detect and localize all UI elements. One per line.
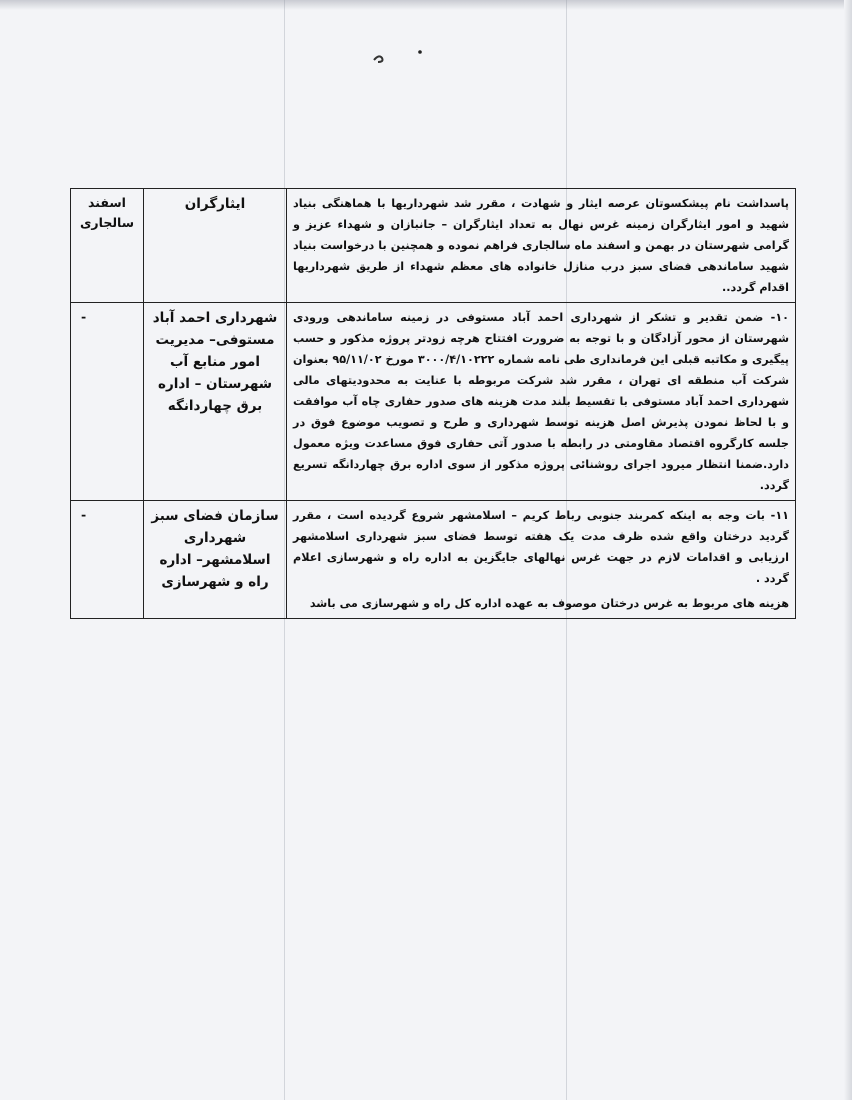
- row-description: پاسداشت نام پیشکسوتان عرصه ایثار و شهادت ، مقرر شد شهرداریها با هماهنگی بنیاد شهید و امور ایثارگران زمینه غرس نهال به تعداد ایثارگران – جانبازان و شهداء عزیز و گرامی شهرستان در بهمن و اسفند ماه سالجاری فراهم نموده و همچنین با درخواست بنیاد شهید ساماندهی فضای سبز درب منازل خانواده های معظم شهداء از طریق شهرداریها اقدام گردد..: [287, 189, 796, 303]
- row-description: ۱۱- بات وجه به اینکه کمربند جنوبی رباط کریم – اسلامشهر شروع گردیده است ، مقرر گردید درختان واقع شده ظرف مدت یک هفته توسط فضای سبز شهرداری اسلامشهر ارزیابی و اقدامات لازم در جهت غرس نهالهای جایگزین به اداره راه و شهرسازی اعلام گردد .: [293, 509, 789, 585]
- punch-mark-icon: [368, 48, 428, 68]
- scan-right-edge: [844, 0, 852, 1100]
- row-description: ۱۰- ضمن تقدیر و تشکر از شهرداری احمد آباد مستوفی در زمینه ساماندهی ورودی شهرستان از محور آزادگان و با توجه به ضرورت افتتاح هرچه زودتر پروژه مذکور و حسب پیگیری و مکاتبه قبلی این فرمانداری طی نامه شماره ۳۰۰۰/۴/۱۰۲۲۲ مورخ ۹۵/۱۱/۰۲ بعنوان شرکت آب منطقه ای تهران ، مقرر شد شرکت مربوطه با عنایت به محدودیتهای مالی شهرداری احمد آباد مستوفی با تقسیط بلند مدت هزینه های صدور حفاری چاه آب موافقت و با لحاظ نمودن پذیرش اصل هزینه توسط شهرداری و طرح و تصویب موضوع فوق در جلسه کارگروه اقتصاد مقاومتی در رابطه با صدور آتی حفاری فوق مساعدت ویژه معمول دارد.ضمنا انتظار میرود اجرای روشنائی پروژه مذکور از سوی اداره برق چهاردانگه تسریع گردد.: [287, 303, 796, 501]
- row-deadline: -: [71, 501, 144, 619]
- row-responsible: سازمان فضای سبز شهرداری اسلامشهر– اداره راه و شهرسازی: [144, 501, 287, 619]
- row-description-cell: [287, 501, 796, 619]
- row-responsible: شهرداری احمد آباد مستوفی– مدیریت امور منابع آب شهرستان – اداره برق چهاردانگه: [144, 303, 287, 501]
- row-deadline: اسفند سالجاری: [71, 189, 144, 303]
- row-note: هزینه های مربوط به غرس درختان موصوف به عهده اداره کل راه و شهرسازی می باشد: [309, 597, 789, 610]
- row-responsible: ایثارگران: [144, 189, 287, 303]
- table-row: [71, 189, 796, 303]
- table-row: [71, 501, 796, 619]
- row-deadline: -: [71, 303, 144, 501]
- table-row: [71, 303, 796, 501]
- minutes-table: [70, 188, 796, 619]
- scan-top-edge: [0, 0, 852, 10]
